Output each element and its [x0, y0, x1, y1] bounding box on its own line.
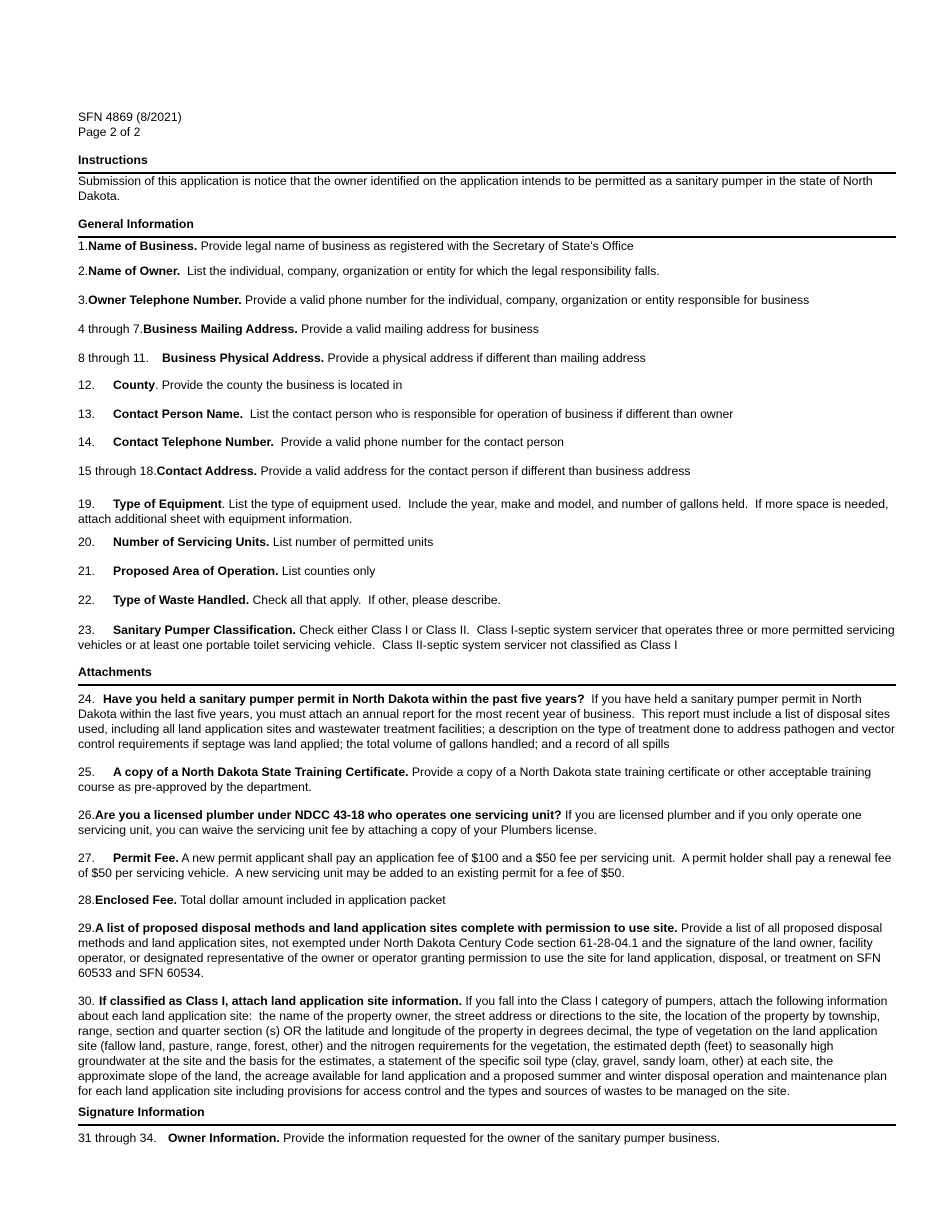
item-heading: Owner Information. [168, 1131, 280, 1145]
item-text: Check all that apply. If other, please describe. [249, 593, 501, 607]
item-number: 4 through 7. [78, 322, 144, 336]
item-heading: Proposed Area of Operation. [113, 564, 279, 578]
item-number: 15 through 18. [78, 464, 157, 478]
instructions-text: Submission of this application is notice that the owner identified on the application intends to be permitted as a sanitary pumper in the state of North Dakota. [78, 174, 873, 203]
item-29 [78, 921, 896, 981]
item-28 [78, 893, 896, 908]
item-text: Provide legal name of business as registered with the Secretary of State’s Office [197, 239, 634, 253]
item-text: List the contact person who is responsible for operation of business if different than owner [243, 407, 734, 421]
item-15-18 [78, 464, 896, 479]
form-id: SFN 4869 (8/2021) [78, 110, 182, 124]
item-25 [78, 765, 896, 795]
item-heading: Enclosed Fee. [94, 893, 177, 907]
item-number: 20. [78, 535, 95, 549]
item-heading: Business Mailing Address. [143, 322, 298, 336]
item-4-7 [78, 322, 896, 337]
item-24 [78, 692, 899, 752]
item-number: 1. [78, 239, 89, 253]
item-text: List number of permitted units [269, 535, 434, 549]
item-heading: Permit Fee. [113, 851, 179, 865]
item-heading: Type of Waste Handled. [113, 593, 250, 607]
item-heading: County [113, 378, 155, 392]
item-number: 29. [78, 921, 95, 935]
item-heading: Business Physical Address. [162, 351, 325, 365]
item-number: 28. [78, 893, 95, 907]
item-heading: Owner Telephone Number. [88, 293, 242, 307]
item-text: List counties only [278, 564, 376, 578]
item-text: List the individual, company, organization or entity for which the legal responsibility falls. [180, 264, 660, 278]
item-heading: Type of Equipment [113, 497, 222, 511]
item-heading: Name of Business. [88, 239, 198, 253]
item-12 [78, 378, 896, 393]
item-3 [78, 293, 896, 308]
item-8-11 [78, 351, 896, 366]
item-2 [78, 264, 896, 279]
item-21 [78, 564, 896, 579]
item-text: . List the type of equipment used. Include the year, make and model, and number of gallons held. If more space is needed, attach additional sheet with equipment information. [78, 497, 892, 526]
item-heading: Sanitary Pumper Classification. [113, 623, 296, 637]
item-heading: Name of Owner. [88, 264, 181, 278]
item-14 [78, 435, 896, 450]
general-information-heading: General Information [78, 217, 896, 238]
item-19 [78, 497, 896, 527]
item-text: Provide a copy of a North Dakota state training certificate or other acceptable training course as pre-approved by the department. [78, 765, 875, 794]
item-heading: Contact Telephone Number. [113, 435, 274, 449]
item-heading: Number of Servicing Units. [113, 535, 270, 549]
item-number: 21. [78, 564, 95, 578]
item-text: Provide a valid phone number for the contact person [273, 435, 564, 449]
item-text: If you have held a sanitary pumper permit in North Dakota within the last five years, you must attach an annual report for the most recent year of business. This report must include a list of disposal sites used, including all land application sites and wastewater treatment facilities; a description on the type of treatment done to address pathogen and vector control requirements if septage was land applied; the total volume of gallons handled; and a record of all spills [78, 692, 899, 751]
item-number: 19. [78, 497, 95, 511]
item-30 [78, 994, 896, 1099]
item-number: 2. [78, 264, 89, 278]
item-heading: Contact Person Name. [113, 407, 244, 421]
item-heading: If classified as Class I, attach land application site information. [99, 994, 463, 1008]
document-page [78, 110, 899, 1146]
item-number: 23. [78, 623, 95, 637]
item-heading: A copy of a North Dakota State Training Certificate. [113, 765, 409, 779]
item-text: If you fall into the Class I category of pumpers, attach the following information about each land application site: the name of the property owner, the street address or directions to the site, the location of the property by township, range, section and quarter section (s) OR the latitude and longitude of the property in degrees decimal, the type of vegetation on the land application site (fallow land, pasture, range, forest, other) and the nitrogen requirements for the vegetation, the estimated depth (feet) to seasonally high groundwater at the site and the basis for the estimates, a statement of the specific soil type (clay, gravel, sandy loam, other) at each site, the approximate slope of the land, the acreage available for land application and a proposed summer and winter disposal operation and maintenance plan for each land application site including provisions for access control and the types and sources of wastes to be managed on the site. [78, 994, 891, 1098]
item-31-34 [78, 1131, 896, 1146]
item-20 [78, 535, 896, 550]
item-heading: Have you held a sanitary pumper permit in North Dakota within the past five years? [103, 692, 585, 706]
item-text: Total dollar amount included in application packet [176, 893, 446, 907]
item-27 [78, 851, 896, 881]
item-22 [78, 593, 896, 608]
item-text: Provide a valid address for the contact person if different than business address [257, 464, 691, 478]
item-number: 12. [78, 378, 95, 392]
page-number: Page 2 of 2 [78, 125, 141, 139]
item-number: 8 through 11. [78, 351, 149, 365]
attachments-heading: Attachments [78, 665, 896, 686]
item-number: 26. [78, 808, 95, 822]
item-text: . Provide the county the business is located in [154, 378, 403, 392]
item-13 [78, 407, 896, 422]
item-text: Provide the information requested for the owner of the sanitary pumper business. [279, 1131, 721, 1145]
item-text: Provide a valid mailing address for business [297, 322, 539, 336]
item-number: 13. [78, 407, 95, 421]
item-text: Provide a physical address if different than mailing address [324, 351, 646, 365]
item-text: Check either Class I or Class II. Class I-septic system servicer that operates three or more permitted servicing vehicles or at least one portable toilet servicing vehicle. Class II-septic system servicer not classified as Class I [78, 623, 899, 652]
instructions-heading: Instructions [78, 153, 896, 174]
signature-information-heading: Signature Information [78, 1105, 896, 1126]
item-number: 31 through 34. [78, 1131, 157, 1145]
item-text: Provide a list of all proposed disposal methods and land application sites, not exempted under North Dakota Century Code section 61-28-04.1 and the signature of the land owner, facility operator, or designated representative of the owner or operator granting permission to use the site for land application, disposal, or treatment on SFN 60533 and SFN 60534. [78, 921, 886, 980]
item-text: A new permit applicant shall pay an application fee of $100 and a $50 fee per servicing unit. A permit holder shall pay a renewal fee of $50 per servicing vehicle. A new servicing unit may be added to an existing permit for a fee of $50. [78, 851, 895, 880]
item-heading: Are you a licensed plumber under NDCC 43-18 who operates one servicing unit? [94, 808, 562, 822]
item-heading: A list of proposed disposal methods and land application sites complete with permission to use site. [94, 921, 678, 935]
item-text: Provide a valid phone number for the individual, company, organization or entity responsible for business [241, 293, 810, 307]
item-number: 27. [78, 851, 95, 865]
item-number: 22. [78, 593, 95, 607]
item-number: 14. [78, 435, 95, 449]
item-heading: Contact Address. [156, 464, 258, 478]
item-1 [78, 239, 896, 254]
item-number: 24. [78, 692, 95, 706]
item-23 [78, 623, 899, 653]
item-text: If you are licensed plumber and if you only operate one servicing unit, you can waive the servicing unit fee by attaching a copy of your Plumbers license. [78, 808, 866, 837]
item-number: 30. [78, 994, 95, 1008]
item-number: 3. [78, 293, 89, 307]
item-number: 25. [78, 765, 95, 779]
item-26 [78, 808, 896, 838]
